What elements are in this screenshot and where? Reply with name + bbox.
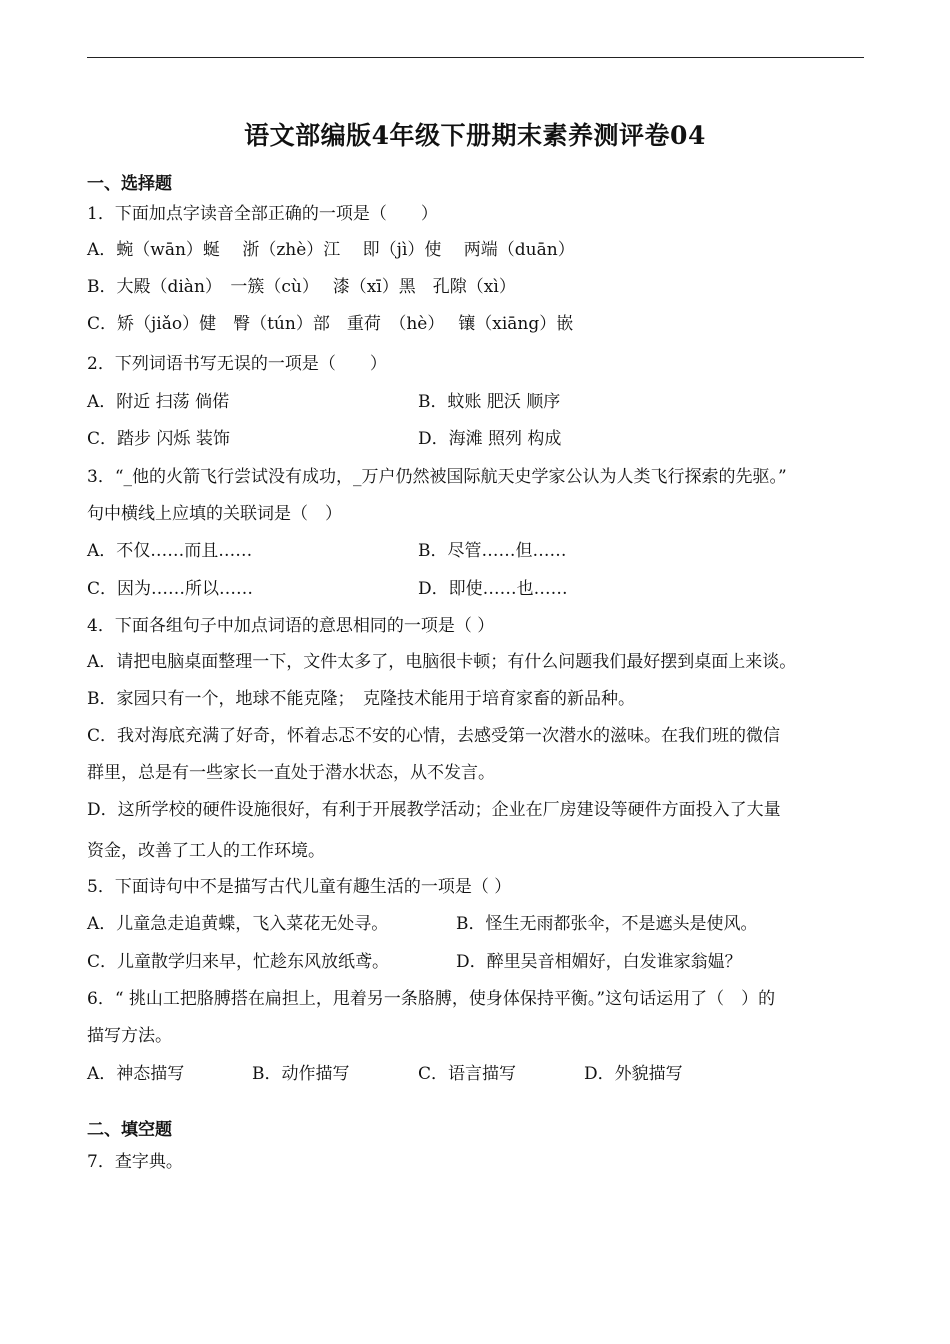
page-title: 语文部编版4年级下册期末素养测评卷04 <box>244 121 706 150</box>
question-2-option-d: D．海滩 照列 构成 <box>418 429 562 449</box>
question-2-option-b: B．蚊账 肥沃 顺序 <box>418 392 561 412</box>
question-3-option-a: A．不仅……而且…… <box>87 541 253 561</box>
question-4-option-d-line1: D．这所学校的硬件设施很好，有利于开展教学活动；企业在厂房建设等硬件方面投入了大量 <box>87 800 781 820</box>
question-6-option-c: C．语言描写 <box>418 1064 517 1084</box>
question-3-option-c: C．因为……所以…… <box>87 579 254 599</box>
question-3-option-b: B．尽管……但…… <box>418 541 567 561</box>
question-6-stem-line1: 6．“ 挑山工把胳膊搭在扁担上，甩着另一条胳膊，使身体保持平衡。”这句话运用了（ ）的 <box>87 989 776 1009</box>
question-4-option-c-line1: C．我对海底充满了好奇，怀着忐忑不安的心情，去感受第一次潜水的滋味。在我们班的微信 <box>87 726 781 746</box>
question-5-option-d: D．醉里吴音相媚好，白发谁家翁媪？ <box>456 952 742 972</box>
question-3-stem-line1: 3．“_他的火箭飞行尝试没有成功，_万户仍然被国际航天史学家公认为人类飞行探索的先驱。” <box>87 467 787 487</box>
question-4-option-a: A．请把电脑桌面整理一下，文件太多了，电脑很卡顿；有什么问题我们最好摆到桌面上来谈。 <box>87 652 797 672</box>
section-heading-fill: 二、填空题 <box>87 1120 172 1140</box>
question-7-stem: 7．查字典。 <box>87 1152 183 1172</box>
question-5-option-b: B．怪生无雨都张伞，不是遮头是使风。 <box>456 914 758 934</box>
question-6-option-d: D．外貌描写 <box>584 1064 683 1084</box>
question-1-option-c: C．矫（jiǎo）健 臀（tún）部 重荷 （hè） 镶（xiāng）嵌 <box>87 314 574 334</box>
question-6-stem-line2: 描写方法。 <box>87 1026 172 1046</box>
question-1-option-a: A．蜿（wān）蜒 浙（zhè）江 即（jì）使 两端（duān） <box>87 240 575 260</box>
question-5-stem: 5．下面诗句中不是描写古代儿童有趣生活的一项是（ ） <box>87 877 512 897</box>
question-2-stem: 2．下列词语书写无误的一项是（ ） <box>87 354 387 374</box>
question-5-option-c: C．儿童散学归来早，忙趁东风放纸鸢。 <box>87 952 390 972</box>
question-4-option-c-line2: 群里，总是有一些家长一直处于潜水状态，从不发言。 <box>87 763 495 783</box>
question-3-stem-line2: 句中横线上应填的关联词是（ ） <box>87 504 342 524</box>
question-3-option-d: D．即使……也…… <box>418 579 568 599</box>
section-heading-choice: 一、选择题 <box>87 174 172 194</box>
question-2-option-a: A．附近 扫荡 倘偌 <box>87 392 230 412</box>
question-6-option-b: B．动作描写 <box>252 1064 350 1084</box>
question-5-option-a: A．儿童急走追黄蝶，飞入菜花无处寻。 <box>87 914 389 934</box>
question-4-option-d-line2: 资金，改善了工人的工作环境。 <box>87 841 325 861</box>
question-6-option-a: A．神态描写 <box>87 1064 185 1084</box>
question-1-stem: 1．下面加点字读音全部正确的一项是（ ） <box>87 204 438 224</box>
question-1-option-b: B．大殿（diàn） 一簇（cù） 漆（xī）黑 孔隙（xì） <box>87 277 516 297</box>
header-rule <box>87 57 864 58</box>
question-4-stem: 4．下面各组句子中加点词语的意思相同的一项是（ ） <box>87 616 495 636</box>
question-2-option-c: C．踏步 闪烁 装饰 <box>87 429 230 449</box>
question-4-option-b: B．家园只有一个，地球不能克隆； 克隆技术能用于培育家畜的新品种。 <box>87 689 635 709</box>
